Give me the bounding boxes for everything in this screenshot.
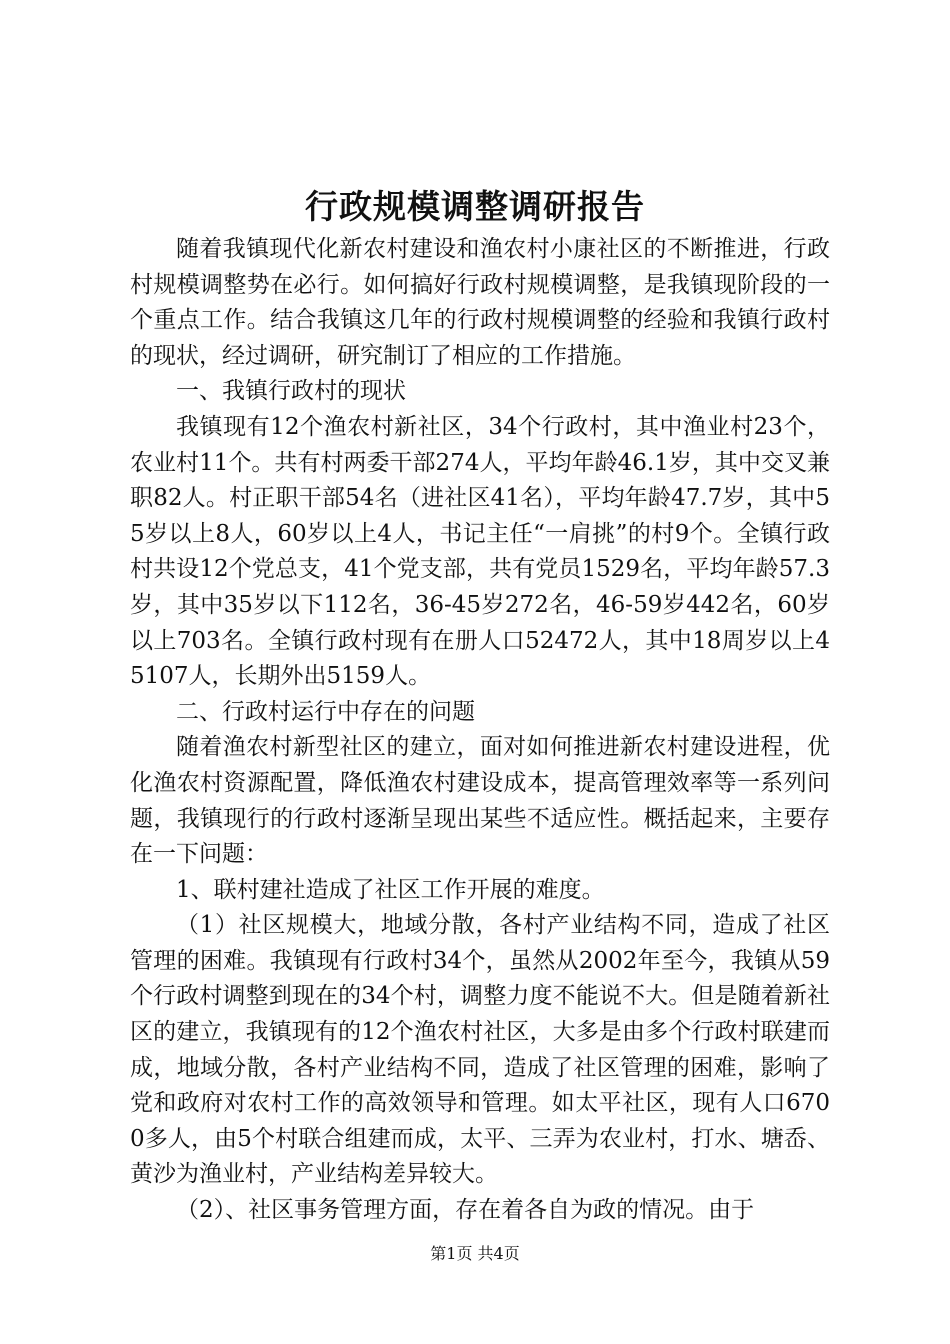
document-body bbox=[130, 232, 830, 1229]
paragraph-current-status: 我镇现有12个渔农村新社区，34个行政村，其中渔业村23个，农业村11个。共有村两委干部274人，平均年龄46.1岁，其中交叉兼职82人。村正职干部54名（进社区41名），平均年龄47.7岁，其中55岁以上8人，60岁以上4人，书记主任“一肩挑”的村9个。全镇行政村共设12个党总支，41个党支部，共有党员1529名，平均年龄57.3岁，其中35岁以下112名，36-45岁272名，46-59岁442名，60岁以上703名。全镇行政村现有在册人口52472人，其中18周岁以上45107人，长期外出5159人。 bbox=[130, 413, 830, 690]
paragraph-problem-1-1: （1）社区规模大，地域分散，各村产业结构不同，造成了社区管理的困难。我镇现有行政村34个，虽然从2002年至今，我镇从59个行政村调整到现在的34个村，调整力度不能说不大。但是随着新社区的建立，我镇现有的12个渔农村社区，大多是由多个行政村联建而成，地域分散，各村产业结构不同，造成了社区管理的困难，影响了党和政府对农村工作的高效领导和管理。如太平社区，现有人口6700多人，由5个村联合组建而成，太平、三弄为农业村，打水、塘岙、黄沙为渔业村，产业结构差异较大。 bbox=[130, 912, 830, 1188]
document-title: 行政规模调整调研报告 bbox=[305, 187, 645, 226]
paragraph-problems-intro: 随着渔农村新型社区的建立，面对如何推进新农村建设进程，优化渔农村资源配置，降低渔农村建设成本，提高管理效率等一系列问题，我镇现行的行政村逐渐呈现出某些不适应性。概括起来，主要存在一下问题： bbox=[130, 734, 830, 868]
section-heading-problems: 二、行政村运行中存在的问题 bbox=[176, 698, 475, 725]
paragraph-problem-1-2: （2）、社区事务管理方面，存在着各自为政的情况。由于 bbox=[176, 1197, 755, 1224]
subheading-problem-1: 1、联村建社造成了社区工作开展的难度。 bbox=[176, 876, 605, 903]
section-heading-current-status: 一、我镇行政村的现状 bbox=[176, 378, 406, 405]
page-footer: 第1页 共4页 bbox=[430, 1244, 520, 1263]
paragraph-intro: 随着我镇现代化新农村建设和渔农村小康社区的不断推进，行政村规模调整势在必行。如何搞好行政村规模调整，是我镇现阶段的一个重点工作。结合我镇这几年的行政村规模调整的经验和我镇行政村的现状，经过调研，研究制订了相应的工作措施。 bbox=[130, 236, 830, 369]
